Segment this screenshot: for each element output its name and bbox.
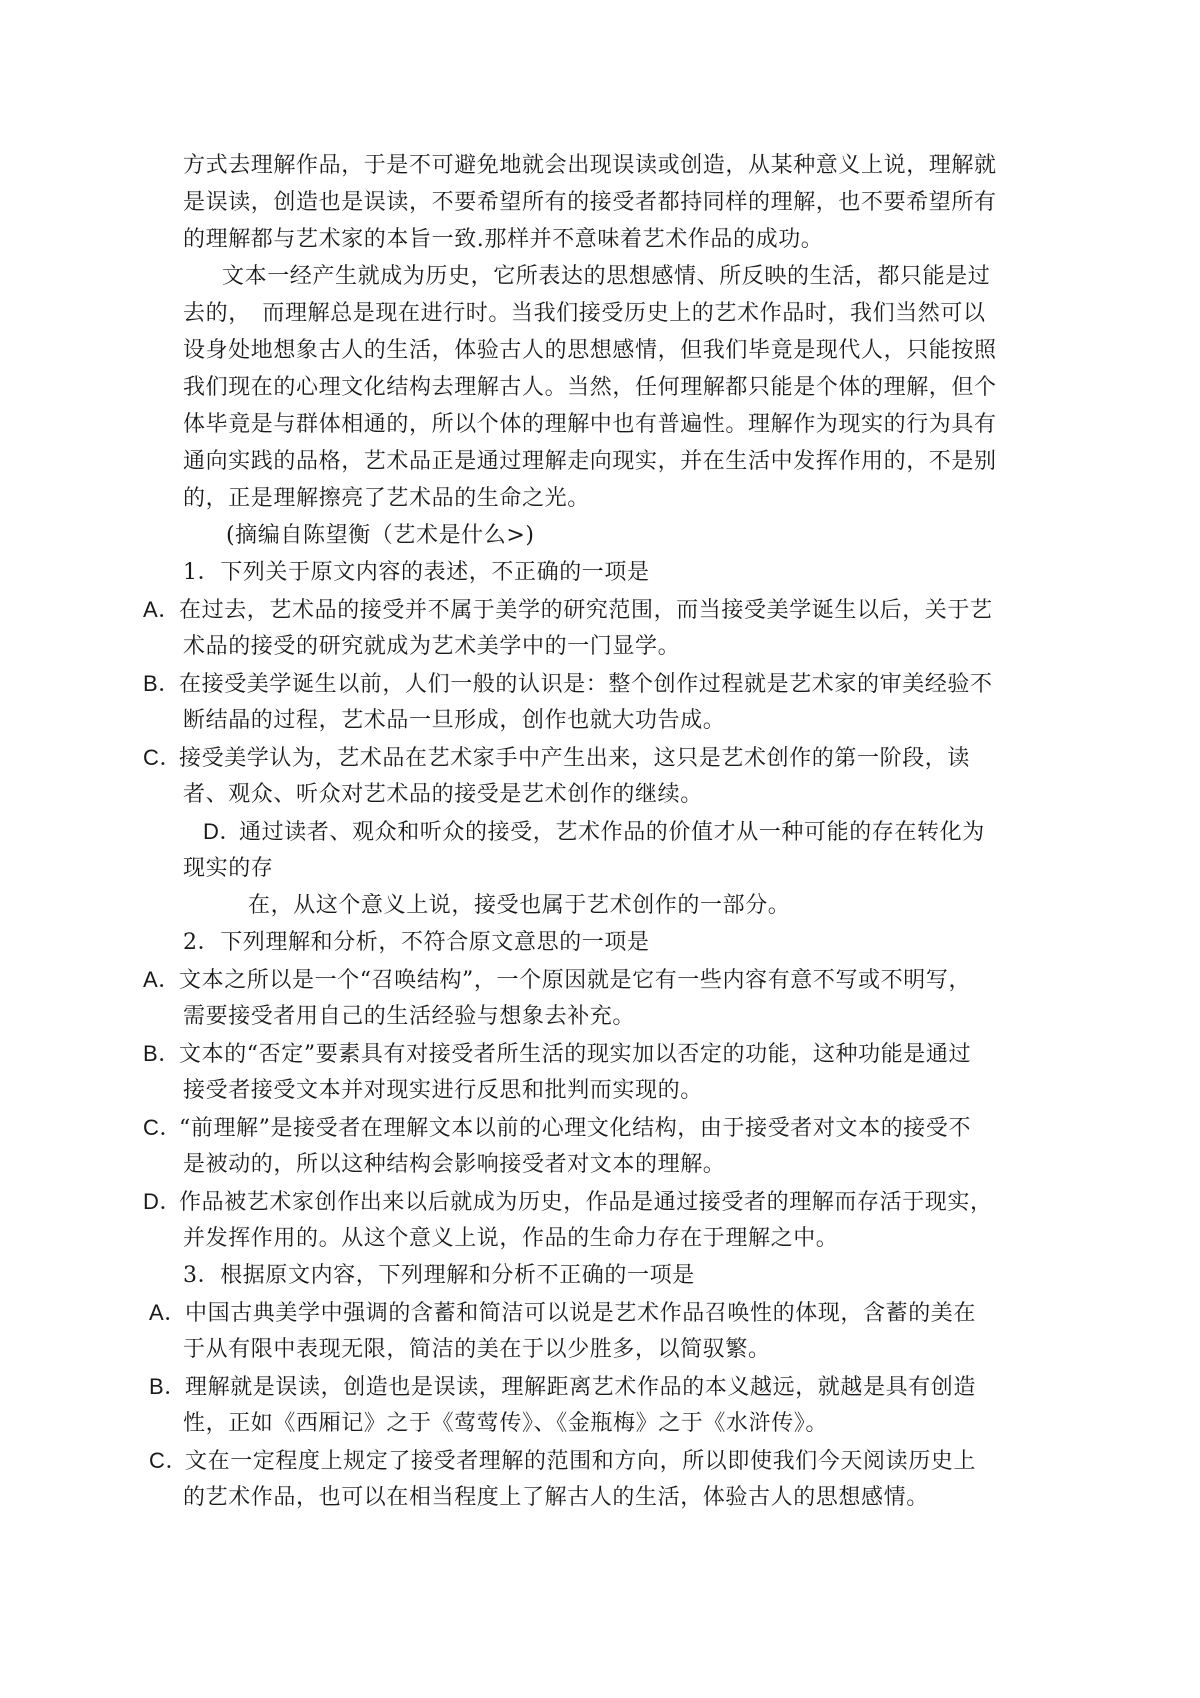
option-line <box>143 592 993 629</box>
option-line: 在，从这个意义上说，接受也属于艺术创作的一部分。 <box>248 893 791 918</box>
option-text: 文本的“否定”要素具有对接受者所生活的现实加以否定的功能，这种功能是通过 <box>179 1042 972 1067</box>
option-line <box>143 1036 971 1073</box>
option-line <box>143 962 971 999</box>
option-line <box>143 666 993 703</box>
option-label: B． <box>143 671 181 696</box>
option-label: D． <box>143 1189 183 1214</box>
option-text: 中国古典美学中强调的含蓄和简洁可以说是艺术作品召唤性的体现，含蓄的美在 <box>185 1301 977 1326</box>
option-label: C． <box>143 745 183 770</box>
option-line: 的艺术作品，也可以在相当程度上了解古人的生活，体验古人的思想感情。 <box>183 1485 929 1510</box>
option-text: 在过去，艺术品的接受并不属于美学的研究范围，而当接受美学诞生以后，关于艺 <box>179 598 993 623</box>
option-label: C． <box>149 1448 189 1473</box>
option-text: 在接受美学诞生以前，人们一般的认识是：整个创作过程就是艺术家的审美经验不 <box>179 672 993 697</box>
option-line <box>149 1443 976 1480</box>
option-line: 术品的接受的研究就成为艺术美学中的一门显学。 <box>183 634 681 659</box>
source-citation: (摘编自陈望衡（艺术是什么>) <box>226 523 535 548</box>
passage-line: 文本一经产生就成为历史，它所表达的思想感情、所反映的生活，都只能是过 <box>222 264 991 289</box>
option-line <box>143 1110 971 1147</box>
option-line: 接受者接受文本并对现实进行反思和批判而实现的。 <box>183 1078 703 1103</box>
option-line <box>149 1295 976 1332</box>
passage-line: 通向实践的品格，艺术品正是通过理解走向现实，并在生活中发挥作用的，不是别 <box>183 449 997 474</box>
option-line: 是被动的，所以这种结构会影响接受者对文本的理解。 <box>183 1152 726 1177</box>
question-stem: 1．下列关于原文内容的表述，不正确的一项是 <box>183 560 650 585</box>
option-text: 通过读者、观众和听众的接受，艺术作品的价值才从一种可能的存在转化为 <box>239 820 985 845</box>
passage-line: 设身处地想象古人的生活，体验古人的思想感情，但我们毕竟是现代人，只能按照 <box>183 338 997 363</box>
option-line <box>143 1184 993 1221</box>
option-text: 文本之所以是一个“召唤结构”，一个原因就是它有一些内容有意不写或不明写， <box>179 968 972 993</box>
passage-line: 去的， 而理解总是现在进行时。当我们接受历史上的艺术作品时，我们当然可以 <box>183 301 986 326</box>
question-stem: 3．根据原文内容，下列理解和分析不正确的一项是 <box>183 1263 695 1288</box>
option-text: 理解就是误读，创造也是误读，理解距离艺术作品的本义越远，就越是具有创造 <box>185 1375 977 1400</box>
option-label: D． <box>203 819 243 844</box>
option-text: 作品被艺术家创作出来以后就成为历史，作品是通过接受者的理解而存活于现实， <box>179 1190 993 1215</box>
option-label: B． <box>143 1041 181 1066</box>
option-line <box>203 814 985 851</box>
option-label: A． <box>143 967 181 992</box>
option-line: 断结晶的过程，艺术品一旦形成，创作也就大功告成。 <box>183 708 726 733</box>
option-label: A． <box>149 1300 187 1325</box>
option-line: 性，正如《西厢记》之于《莺莺传》、《金瓶梅》之于《水浒传》。 <box>183 1411 829 1436</box>
option-line: 于从有限中表现无限，简洁的美在于以少胜多，以简驭繁。 <box>183 1337 771 1362</box>
option-label: A． <box>143 597 181 622</box>
passage-line: 的理解都与艺术家的本旨一致.那样并不意味着艺术作品的成功。 <box>183 227 824 252</box>
option-line <box>143 740 970 777</box>
option-label: B． <box>149 1374 187 1399</box>
option-text: 接受美学认为，艺术品在艺术家手中产生出来，这只是艺术创作的第一阶段，读 <box>179 746 971 771</box>
option-line: 现实的存 <box>183 856 274 881</box>
option-line: 并发挥作用的。从这个意义上说，作品的生命力存在于理解之中。 <box>183 1226 839 1251</box>
option-line: 者、观众、听众对艺术品的接受是艺术创作的继续。 <box>183 782 703 807</box>
passage-line: 是误读，创造也是误读，不要希望所有的接受者都持同样的理解，也不要希望所有 <box>183 190 997 215</box>
passage-line: 我们现在的心理文化结构去理解古人。当然，任何理解都只能是个体的理解，但个 <box>183 375 997 400</box>
question-stem: 2．下列理解和分析，不符合原文意思的一项是 <box>183 930 650 955</box>
option-label: C． <box>143 1115 183 1140</box>
passage-line: 方式去理解作品，于是不可避免地就会出现误读或创造，从某种意义上说，理解就 <box>183 153 997 178</box>
option-text: 文在一定程度上规定了接受者理解的范围和方向，所以即使我们今天阅读历史上 <box>185 1449 977 1474</box>
passage-line: 的，正是理解擦亮了艺术品的生命之光。 <box>183 486 590 511</box>
option-line: 需要接受者用自己的生活经验与想象去补充。 <box>183 1004 636 1029</box>
option-text: “前理解”是接受者在理解文本以前的心理文化结构，由于接受者对文本的接受不 <box>179 1116 972 1141</box>
passage-line: 体毕竟是与群体相通的，所以个体的理解中也有普遍性。理解作为现实的行为具有 <box>183 412 997 437</box>
option-line <box>149 1369 976 1406</box>
